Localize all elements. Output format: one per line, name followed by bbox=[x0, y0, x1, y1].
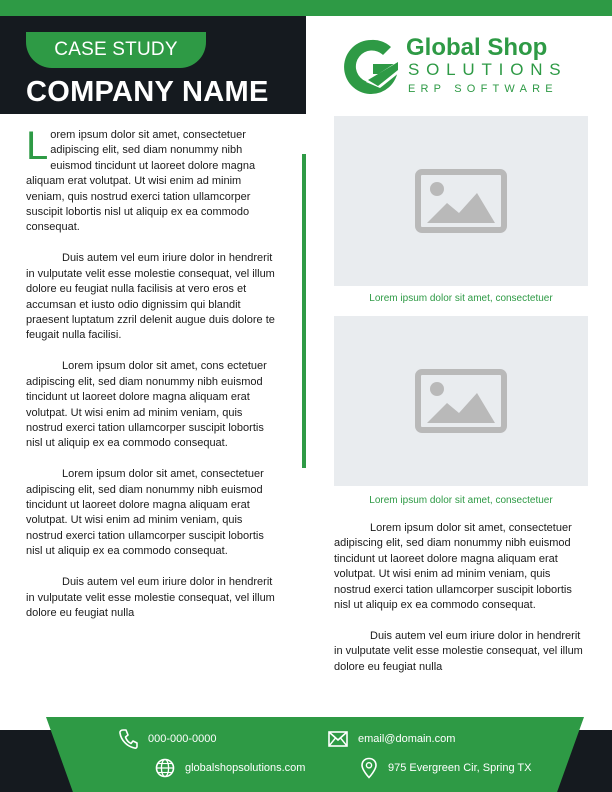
logo-g-mark-icon bbox=[340, 36, 402, 98]
company-logo bbox=[340, 34, 590, 100]
company-name-title: COMPANY NAME bbox=[26, 76, 269, 108]
phone-icon bbox=[118, 728, 138, 750]
paragraph: Lorem ipsum dolor sit amet, consectetuer adipiscing elit, sed diam nonummy nibh euismod tincidunt ut laoreet dolore magna aliquam erat volutpat. Ut wisi enim ad minim veniam, quis nostrud exerci tation ullamcorper suscipit lobortis nisl ut aliquip ex ea commodo consequat. bbox=[334, 522, 572, 612]
vertical-divider bbox=[302, 154, 306, 468]
envelope-icon bbox=[328, 731, 348, 747]
footer-phone[interactable] bbox=[118, 728, 217, 750]
image-caption: Lorem ipsum dolor sit amet, consectetuer bbox=[369, 293, 553, 304]
header-title-block bbox=[0, 16, 306, 114]
drop-cap: L bbox=[26, 124, 49, 168]
paragraph bbox=[26, 124, 282, 236]
image-icon bbox=[415, 369, 507, 433]
left-text-column bbox=[26, 124, 282, 637]
footer-website[interactable] bbox=[155, 758, 305, 778]
paragraph: Duis autem vel eum iriure dolor in hendrerit in vulputate velit esse molestie consequat, vel illum dolore eu feugiat nulla bbox=[26, 576, 275, 619]
logo-line-3: ERP SOFTWARE bbox=[408, 83, 558, 95]
image-caption: Lorem ipsum dolor sit amet, consectetuer bbox=[369, 495, 553, 506]
footer-email[interactable] bbox=[328, 731, 455, 747]
top-accent-strip bbox=[0, 0, 612, 16]
image-icon bbox=[415, 169, 507, 233]
paragraph: Lorem ipsum dolor sit amet, consectetuer adipiscing elit, sed diam nonummy nibh euismod tincidunt ut laoreet dolore magna aliquam erat volutpat. Ut wisi enim ad minim veniam, quis nostrud exerci tation ullamcorper suscipit lobortis nisl ut aliquip ex ea commodo consequat. bbox=[26, 468, 264, 558]
logo-line-2: SOLUTIONS bbox=[408, 60, 568, 79]
website-text: globalshopsolutions.com bbox=[185, 762, 306, 774]
paragraph: Duis autem vel eum iriure dolor in hendrerit in vulputate velit esse molestie consequat, vel illum dolore eu feugiat nulla facilisis at vero eros et accumsan et iusto odio dignissim qui blandit praesent luptatum zzril delenit augue duis dolore te feugait nulla facilisi. bbox=[26, 252, 275, 342]
image-placeholder bbox=[334, 116, 588, 286]
globe-icon bbox=[155, 758, 175, 778]
paragraph: Duis autem vel eum iriure dolor in hendrerit in vulputate velit esse molestie consequat, vel illum dolore eu feugiat nulla bbox=[334, 629, 583, 673]
phone-text: 000-000-0000 bbox=[148, 733, 217, 745]
case-study-tag: CASE STUDY bbox=[26, 32, 206, 68]
map-pin-icon bbox=[360, 757, 378, 779]
email-text: email@domain.com bbox=[358, 733, 456, 745]
image-placeholder bbox=[334, 316, 588, 486]
right-text-column bbox=[334, 521, 588, 691]
logo-line-1: Global Shop bbox=[406, 34, 548, 61]
address-text: 975 Evergreen Cir, Spring TX bbox=[388, 762, 532, 774]
paragraph-text: orem ipsum dolor sit amet, consectetuer adipiscing elit, sed diam nonummy nibh euismod tincidunt ut laoreet dolore magna aliquam erat volutpat. Ut wisi enim ad minim veniam, quis nostrud exerci tation ullamcorper suscipit lobortis nisl ut aliquip ex ea commodo consequat. bbox=[26, 129, 256, 234]
paragraph: Lorem ipsum dolor sit amet, cons ectetuer adipiscing elit, sed diam nonummy nibh euismod tincidunt ut laoreet dolore magna aliquam erat volutpat. Ut wisi enim ad minim veniam, quis nostrud exerci tation ullamcorper suscipit lobortis nisl ut aliquip ex ea commodo consequat. bbox=[26, 360, 267, 450]
footer-address[interactable] bbox=[360, 757, 531, 779]
